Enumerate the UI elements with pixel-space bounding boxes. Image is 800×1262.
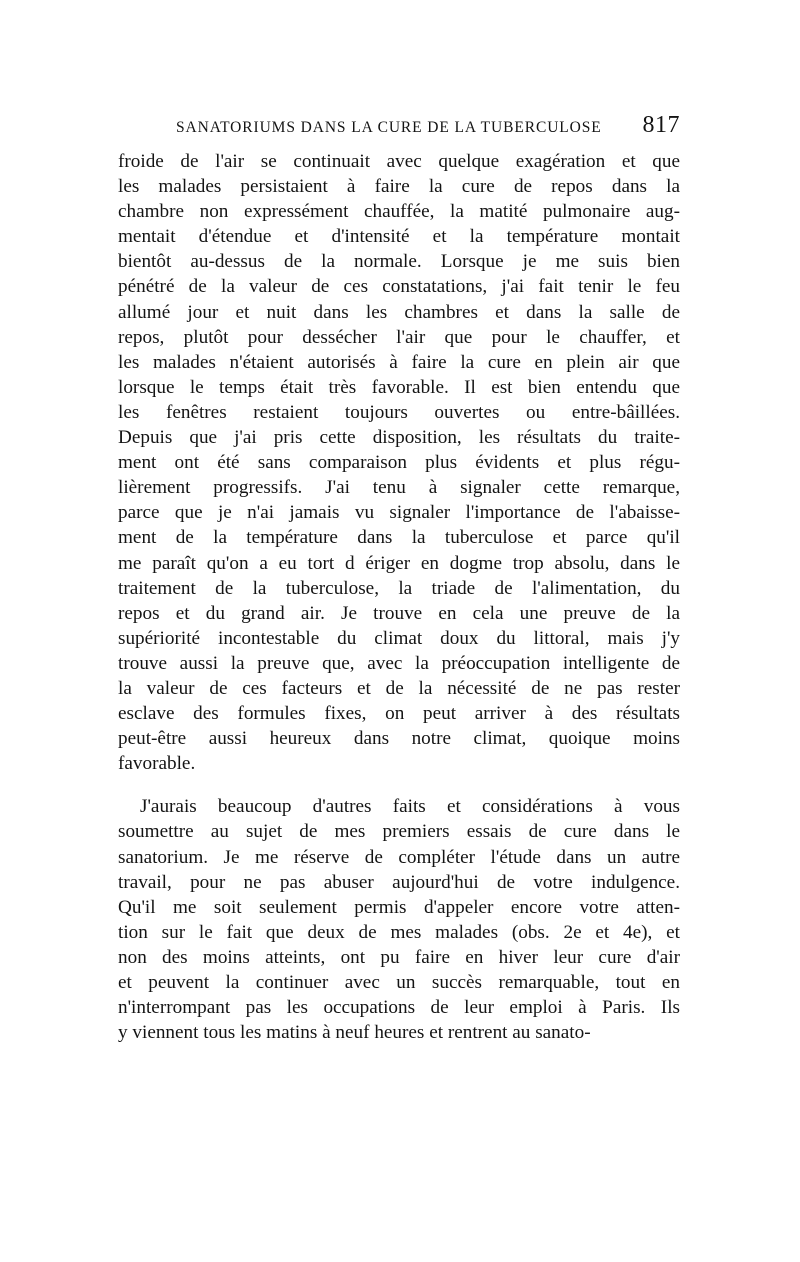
text-line: les malades n'étaient autorisés à faire la cure en plein air que [118, 351, 680, 373]
text-line: la valeur de ces facteurs et de la nécessité de ne pas rester [118, 677, 680, 699]
text-line: allumé jour et nuit dans les chambres et dans la salle de [118, 301, 680, 323]
text-line: traitement de la tuberculose, la triade de l'alimentation, du [118, 577, 680, 599]
text-line: froide de l'air se continuait avec quelque exagération et que [118, 151, 680, 172]
text-line: bientôt au-dessus de la normale. Lorsque je me suis bien [118, 251, 680, 273]
text-line: non des moins atteints, ont pu faire en hiver leur cure d'air [118, 946, 680, 968]
text-line: les malades persistaient à faire la cure de repos dans la [118, 176, 680, 198]
text-line: ment de la température dans la tuberculose et parce qu'il [118, 527, 680, 549]
text-line: y viennent tous les matins à neuf heures et rentrent au sanato- [118, 1022, 591, 1044]
text-line: soumettre au sujet de mes premiers essais de cure dans le [118, 821, 680, 843]
text-line: les fenêtres restaient toujours ouvertes ou entre-bâillées. [118, 401, 680, 423]
text-line: lorsque le temps était très favorable. Il est bien entendu que [118, 376, 680, 398]
text-line: mentait d'étendue et d'intensité et la température montait [118, 226, 680, 248]
paragraph [118, 794, 680, 1045]
text-line: Qu'il me soit seulement permis d'appeler encore votre atten- [118, 896, 680, 918]
text-line: trouve aussi la preuve que, avec la préoccupation intelligente de [118, 652, 680, 674]
text-line: parce que je n'ai jamais vu signaler l'importance de l'abaisse- [118, 502, 680, 524]
text-line: tion sur le fait que deux de mes malades (obs. 2e et 4e), et [118, 921, 680, 943]
text-line: Depuis que j'ai pris cette disposition, les résultats du traite- [118, 427, 680, 449]
text-line: n'interrompant pas les occupations de leur emploi à Paris. Ils [118, 997, 680, 1019]
page-number: 817 [642, 112, 680, 138]
text-line: esclave des formules fixes, on peut arriver à des résultats [118, 703, 680, 725]
text-line: chambre non expressément chauffée, la matité pulmonaire aug- [118, 201, 680, 223]
running-head [118, 112, 682, 142]
text-line: ment ont été sans comparaison plus évidents et plus régu- [118, 452, 680, 474]
text-line: peut-être aussi heureux dans notre climat, quoique moins [118, 728, 680, 750]
text-line: sanatorium. Je me réserve de compléter l'étude dans un autre [118, 846, 680, 868]
text-line: repos et du grand air. Je trouve en cela une preuve de la [118, 602, 680, 624]
running-title: SANATORIUMS DANS LA CURE DE LA TUBERCULOSE [176, 119, 602, 136]
text-line: me paraît qu'on a eu tort d ériger en dogme trop absolu, dans le [118, 552, 680, 574]
text-line: favorable. [118, 753, 196, 775]
text-line: repos, plutôt pour dessécher l'air que pour le chauffer, et [118, 326, 680, 348]
text-line: supériorité incontestable du climat doux du littoral, mais j'y [118, 627, 680, 649]
body-text [118, 149, 680, 1045]
text-line: pénétré de la valeur de ces constatations, j'ai fait tenir le feu [118, 276, 680, 298]
text-line: J'aurais beaucoup d'autres faits et considérations à vous [140, 796, 680, 818]
text-line: et peuvent la continuer avec un succès remarquable, tout en [118, 972, 680, 993]
text-line: travail, pour ne pas abuser aujourd'hui de votre indulgence. [118, 871, 680, 893]
text-line: lièrement progressifs. J'ai tenu à signaler cette remarque, [118, 477, 680, 499]
paragraph [118, 149, 680, 776]
